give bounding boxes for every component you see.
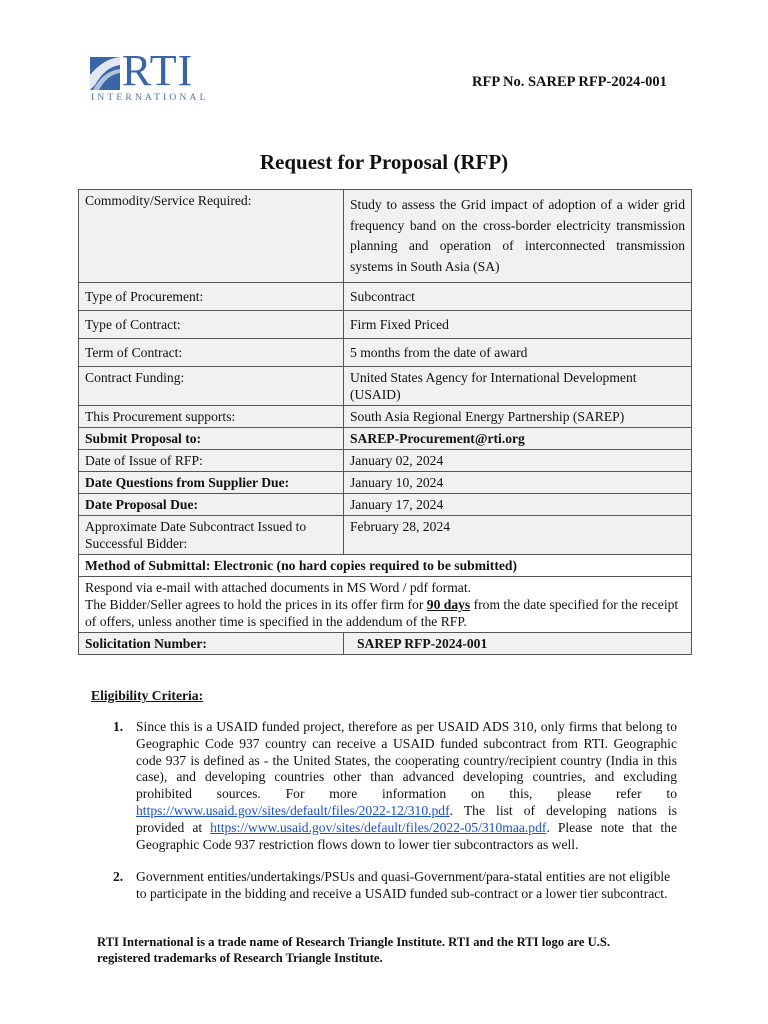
rti-logo (89, 46, 214, 107)
rfp-number: RFP No. SAREP RFP-2024-001 (472, 74, 667, 90)
row-label: Contract Funding: (79, 367, 344, 406)
table-row (79, 428, 692, 450)
row-label: Solicitation Number: (79, 633, 344, 655)
table-row (79, 555, 692, 577)
row-value: January 17, 2024 (344, 494, 692, 516)
table-row (79, 311, 692, 339)
table-row (79, 450, 692, 472)
eligibility-heading-text: Eligibility Criteria (91, 688, 199, 703)
row-label: Date Questions from Supplier Due: (79, 472, 344, 494)
submit-email[interactable]: SAREP-Procurement@rti.org (344, 428, 692, 450)
table-row (79, 516, 692, 555)
row-value: January 10, 2024 (344, 472, 692, 494)
logo-subtext: INTERNATIONAL (91, 93, 209, 103)
table-row (79, 283, 692, 311)
submittal-method: Method of Submittal: Electronic (no hard copies required to be submitted) (79, 555, 692, 577)
table-row (79, 472, 692, 494)
row-value: South Asia Regional Energy Partnership (SAREP) (344, 406, 692, 428)
table-row (79, 190, 692, 283)
hold-suffix: from the date specified for the receipt of offers, unless another time is specified in the addendum of the RFP. (85, 597, 679, 629)
row-label: Commodity/Service Required: (79, 190, 344, 283)
eligibility-heading-colon: : (198, 688, 204, 703)
ads310-link[interactable]: https://www.usaid.gov/sites/default/files/2022-12/310.pdf (136, 802, 450, 818)
rfp-details-table (78, 189, 692, 655)
hold-prices-text (85, 596, 685, 630)
respond-instructions (79, 577, 692, 633)
hold-days: 90 days (426, 597, 471, 612)
trademark-notice: RTI International is a trade name of Research Triangle Institute. RTI and the RTI logo are U.S. registered trademarks of Research Triangle Institute. (97, 935, 611, 965)
row-label: Type of Procurement: (79, 283, 344, 311)
row-label: Type of Contract: (79, 311, 344, 339)
row-label: This Procurement supports: (79, 406, 344, 428)
table-row (79, 633, 692, 655)
page-title: Request for Proposal (RFP) (259, 150, 509, 174)
row-label: Submit Proposal to: (79, 428, 344, 450)
list-item: Government entities/undertakings/PSUs and quasi-Government/para-statal entities are not eligible to participate in the bidding and receive a USAID funded sub-contract or a lower tier subcontract. (136, 869, 671, 901)
row-value: Subcontract (344, 283, 692, 311)
row-label: Term of Contract: (79, 339, 344, 367)
row-value: January 02, 2024 (344, 450, 692, 472)
table-row (79, 406, 692, 428)
item-text: . The list of developing nations is provided at (136, 802, 677, 835)
row-value: United States Agency for International Development (USAID) (344, 367, 692, 406)
eligibility-heading (91, 688, 203, 704)
row-label: Date Proposal Due: (79, 494, 344, 516)
list-number: 2. (113, 869, 124, 884)
row-value: Firm Fixed Priced (344, 311, 692, 339)
list-number: 1. (113, 719, 124, 734)
hold-prefix: The Bidder/Seller agrees to hold the prices in its offer firm for (85, 597, 427, 612)
row-value: Study to assess the Grid impact of adoption of a wider grid frequency band on the cross-border electricity transmission planning and operation of interconnected transmission systems in South Asia (SA) (344, 190, 692, 283)
table-row (79, 367, 692, 406)
table-row (79, 494, 692, 516)
row-value: February 28, 2024 (344, 516, 692, 555)
row-value: 5 months from the date of award (344, 339, 692, 367)
list-item (136, 719, 677, 853)
developing-nations-link[interactable]: https://www.usaid.gov/sites/default/files/2022-05/310maa.pdf (210, 819, 547, 835)
table-row (79, 339, 692, 367)
respond-line: Respond via e-mail with attached documents in MS Word / pdf format. (85, 580, 472, 595)
row-label: Date of Issue of RFP: (79, 450, 344, 472)
item-text: . Please note that the Geographic Code 937 restriction flows down to lower tier subcontractors as well. (136, 819, 677, 852)
solicitation-number: SAREP RFP-2024-001 (344, 633, 692, 655)
table-row (79, 577, 692, 633)
logo-wordmark: RTI (122, 46, 194, 95)
item-text: Since this is a USAID funded project, therefore as per USAID ADS 310, only firms that belong to Geographic Code 937 country can receive a USAID funded subcontract from RTI. Geographic code 937 is defined as - the United States, the cooperating country/recipient country (India in this case), and developing countries other than advanced developing countries, and excluding prohibited sources. For more information on this, please refer to (136, 719, 677, 802)
row-label: Approximate Date Subcontract Issued to Successful Bidder: (79, 516, 344, 555)
